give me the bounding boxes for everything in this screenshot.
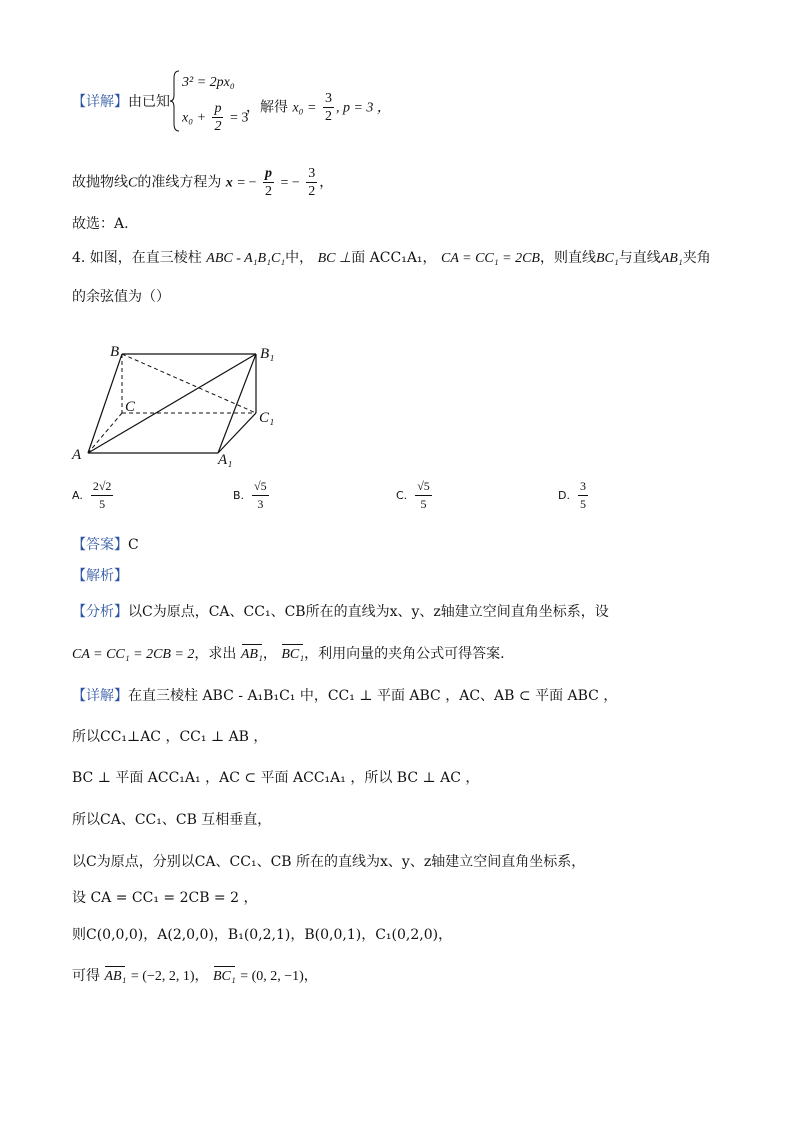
vector-AB1: AB₁ [241, 645, 263, 665]
edge-AB1 [88, 354, 256, 453]
detail1-lead: 由已知 [128, 94, 170, 110]
x0-frac: $\frac{3}{2}$ [324, 91, 332, 124]
option-b: B. $\frac{√5}{3}$ [233, 479, 267, 511]
analysis-line1: 【分析】以C为原点，CA、CC₁、CB所在的直线为x、y、z轴建立空间直角坐标系，设 [72, 604, 609, 620]
system-brace [170, 70, 180, 132]
p-over-2: $\frac{p}{2}$ [214, 101, 222, 134]
directrix-line: 故抛物线C的准线方程为 x = − $\frac{p}{2}$ = − $\frac{3}{2}$ ， [72, 166, 334, 199]
label-A: A [72, 447, 82, 463]
prism-figure [70, 340, 290, 470]
analysis-line2: CA = CC₁ = 2CB = 2，求出 AB₁， BC₁，利用向量的夹角公式可得答案. [72, 644, 505, 665]
detail2-line5: 以C为原点，分别以CA、CC₁、CB 所在的直线为x、y、z轴建立空间直角坐标系， [72, 854, 586, 870]
answer-line: 【答案】C [72, 537, 139, 553]
detail2-line4: 所以CA、CC₁、CB 互相垂直， [72, 812, 272, 828]
choose-line: 故选：A. [72, 216, 129, 232]
question-line1: 4. 如图，在直三棱柱 ABC - A₁B₁C₁中， BC ⊥面 ACC₁A₁， CA = CC₁ = 2CB，则直线BC₁与直线AB₁夹角 [72, 250, 711, 266]
directrix-frac1: $\frac{p}{2}$ [265, 166, 272, 199]
edge-A1B1 [218, 354, 256, 453]
option-c: C. $\frac{√5}{5}$ [396, 479, 430, 511]
label-C1: C₁ [259, 410, 275, 426]
option-d: D. $\frac{3}{5}$ [558, 479, 586, 511]
detail2-line6: 设 CA = CC₁ = 2CB = 2 ， [72, 890, 258, 906]
detail-tag: 【详解】 [72, 94, 128, 110]
vector-BC1: BC₁ [281, 645, 304, 665]
label-A1: A₁ [218, 452, 233, 468]
analysis-tag: 【解析】 [72, 568, 128, 584]
label-B1: B₁ [260, 346, 275, 362]
system-eq1: 3² = 2px₀ [182, 75, 235, 90]
detail2-line1: 【详解】在直三棱柱 ABC - A₁B₁C₁ 中，CC₁ ⊥ 平面 ABC ，AC、AB ⊂ 平面 ABC ， [72, 688, 618, 704]
label-C: C [125, 399, 136, 415]
directrix-frac2: $\frac{3}{2}$ [308, 166, 316, 199]
detail2-line3: BC ⊥ 平面 ACC₁A₁ ，AC ⊂ 平面 ACC₁A₁ ，所以 BC ⊥ AC ， [72, 770, 480, 786]
question-line2: 的余弦值为（） [72, 289, 170, 305]
detail2-line7: 则C(0,0,0)，A(2,0,0)，B₁(0,2,1)，B(0,0,1)，C₁(0,2,0)， [72, 927, 453, 943]
edge-CA-hidden [88, 413, 122, 453]
option-a: A. $\frac{2√2}{5}$ [72, 479, 112, 511]
detail2-line8: 可得 AB₁ = (−2, 2, 1)， BC₁ = (0, 2, −1)， [72, 966, 318, 987]
edge-BA [88, 354, 122, 453]
detail1-line [72, 92, 170, 112]
system-eq2: x₀ + $\frac{p}{2}$ = 3 [182, 101, 249, 134]
label-B: B [110, 344, 120, 360]
edge-C1A1 [218, 413, 256, 453]
edge-BC1-hidden [122, 354, 256, 413]
detail1-solve: ，解得 x₀ = $\frac{3}{2}$ , p = 3 ， [246, 91, 391, 124]
vector-AB1-result: AB₁ [104, 967, 126, 987]
detail2-line2: 所以CC₁⊥AC ，CC₁ ⊥ AB ， [72, 729, 268, 745]
vector-BC1-result: BC₁ [213, 967, 236, 987]
